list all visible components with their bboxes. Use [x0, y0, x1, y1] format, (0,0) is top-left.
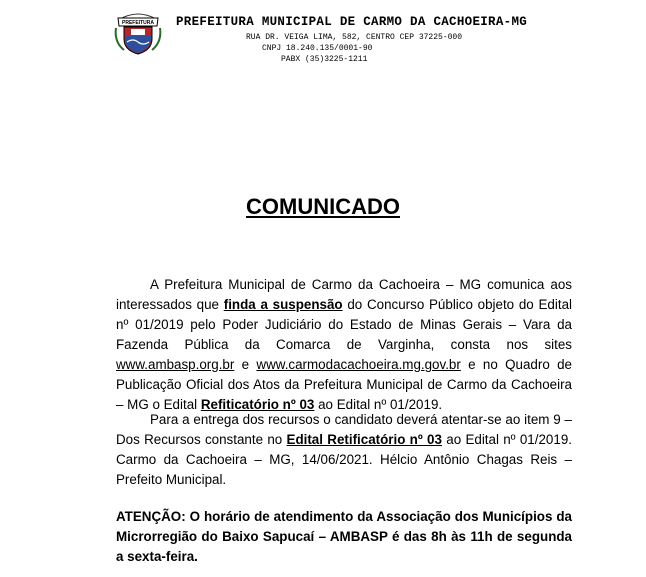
edital-retificatorio-highlight: Edital Retificatório nº 03: [286, 432, 442, 447]
ambasp-site-link[interactable]: www.ambasp.org.br: [116, 357, 235, 372]
edital-reference-highlight: Refiticatório nº 03: [200, 397, 315, 412]
header-phone: PABX (35)3225-1211: [281, 55, 368, 64]
city-site-link[interactable]: www.carmodacachoeira.mg.gov.br: [256, 357, 461, 372]
attention-notice: ATENÇÃO: O horário de atendimento da Associação dos Municípios da Microrregião do Baixo Sapucaí – AMBASP é das 8h às 11h de segunda a sexta-feira.: [116, 509, 572, 564]
announcement-text-5: ao Edital nº 01/2019.: [314, 397, 443, 412]
header-address: RUA DR. VEIGA LIMA, 582, CENTRO CEP 37225-000: [246, 33, 463, 42]
announcement-text-3: e: [234, 357, 257, 372]
suspension-end-highlight: finda a suspensão: [223, 297, 343, 312]
municipal-coat-of-arms-icon: [113, 6, 163, 56]
header-title: PREFEITURA MUNICIPAL DE CARMO DA CACHOEIRA-MG: [176, 15, 528, 29]
appeals-text-2: ao Edital nº 01/2019. Carmo da Cachoeira – MG, 14/06/2021. Hélcio Antônio Chagas Reis – Prefeito Municipal.: [116, 432, 572, 487]
document-title: COMUNICADO: [246, 194, 400, 219]
paragraph-appeals: [116, 410, 572, 490]
announcement-text-2: do Concurso Público objeto do Edital nº 01/2019 pelo Poder Judiciário do Estado de Minas Gerais – Vara da Fazenda Pública da Comarca de Varginha, consta nos sites: [116, 297, 572, 352]
crest-banner-text: PREFEITURA: [122, 20, 154, 26]
paragraph-announcement: [116, 275, 572, 415]
header-cnpj: CNPJ 18.240.135/0001-90: [262, 44, 373, 53]
appeals-text-1: Para a entrega dos recursos o candidato deverá atentar-se ao item 9 – Dos Recursos constante no: [116, 412, 572, 447]
announcement-text-4: e no Quadro de Publicação Oficial dos Atos da Prefeitura Municipal de Carmo da Cachoeira – MG o Edital: [116, 357, 572, 412]
announcement-text-1: A Prefeitura Municipal de Carmo da Cachoeira – MG comunica aos interessados que: [116, 277, 572, 312]
